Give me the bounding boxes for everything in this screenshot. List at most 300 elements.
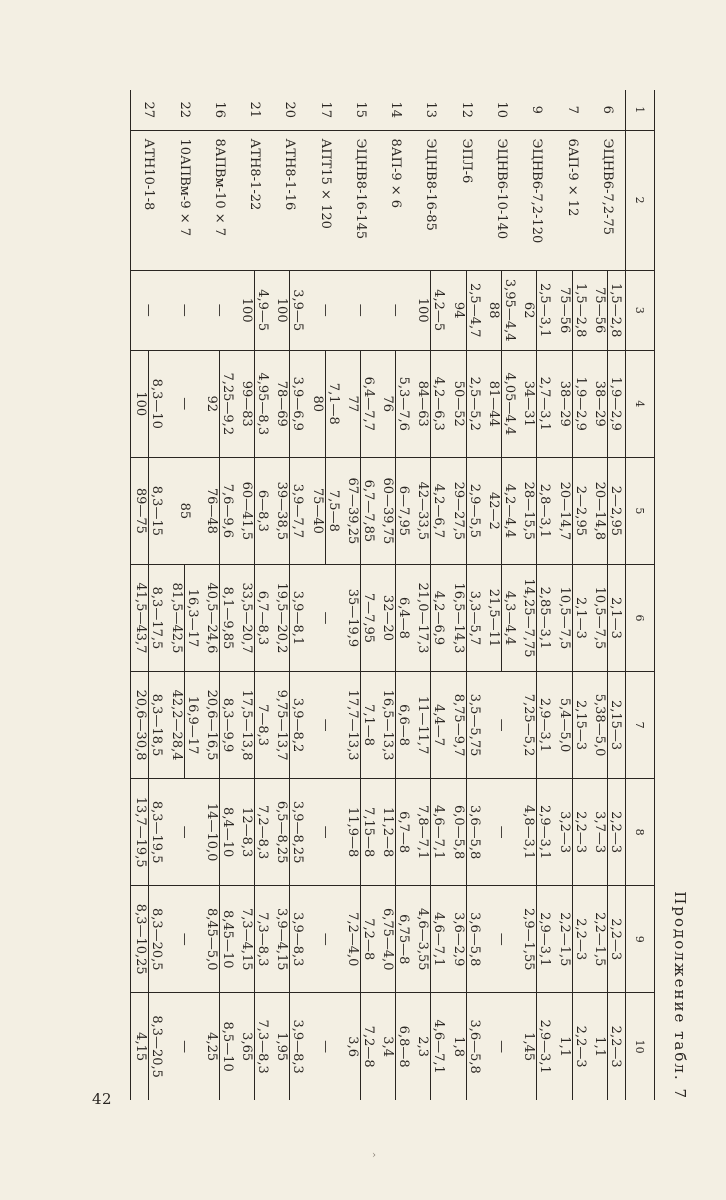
value-cell bbox=[590, 993, 626, 1100]
value-bottom: 62 bbox=[521, 301, 537, 319]
pump-mark: АТН8-1-22 bbox=[237, 130, 272, 270]
value-bottom: 3,6—2,9 bbox=[450, 912, 466, 967]
value-top: — bbox=[141, 303, 157, 317]
value-top: — bbox=[176, 932, 192, 946]
value-top: — bbox=[317, 825, 333, 839]
value-cell bbox=[413, 564, 448, 671]
value-top: 85 bbox=[176, 502, 192, 520]
value-top: 3,5—5,75 bbox=[466, 672, 482, 778]
value-bottom: 77 bbox=[344, 395, 360, 413]
value-top: 8,3—20,5 bbox=[148, 886, 164, 992]
value-top: 4,2—6,7 bbox=[430, 458, 446, 564]
table-caption: Продолжение табл. 7 bbox=[671, 891, 689, 1100]
table-body bbox=[131, 90, 626, 1100]
value-cell bbox=[202, 457, 237, 564]
value-bottom: 4,6—3,55 bbox=[415, 907, 431, 971]
value-top: 8,3—18,5 bbox=[148, 672, 164, 778]
value-top: — bbox=[388, 303, 404, 317]
value-bottom: 60—41,5 bbox=[239, 481, 255, 541]
value-cell bbox=[519, 270, 554, 350]
value-top: 6—7,95 bbox=[395, 458, 411, 564]
value-top: — bbox=[317, 611, 333, 625]
value-bottom: 9,75—13,7 bbox=[274, 689, 290, 761]
value-top: 2,9—3,1 bbox=[536, 779, 552, 885]
value-bottom: 7,8—7,1 bbox=[415, 804, 431, 860]
value-cell bbox=[484, 886, 519, 993]
value-cell bbox=[449, 350, 484, 457]
value-top: 7,1—8 bbox=[360, 672, 376, 778]
value-top: 3,9—8,3 bbox=[289, 886, 305, 992]
value-top: 8,3—17,5 bbox=[148, 565, 164, 671]
value-top: 2,2—3 bbox=[572, 779, 588, 885]
value-top: 4,3—4,4 bbox=[501, 565, 517, 671]
value-cell bbox=[308, 672, 343, 779]
value-top: 1,9—2,9 bbox=[607, 351, 623, 457]
value-cell bbox=[166, 270, 201, 350]
value-cell bbox=[343, 350, 378, 457]
value-top: — bbox=[317, 303, 333, 317]
value-bottom: 75—56 bbox=[591, 287, 607, 334]
value-cell bbox=[378, 886, 413, 993]
column-header: 4 bbox=[626, 350, 655, 457]
value-bottom: 76 bbox=[380, 395, 396, 413]
column-header: 2 bbox=[626, 130, 655, 270]
value-top: 1,5—2,8 bbox=[572, 271, 588, 350]
value-cell bbox=[484, 672, 519, 779]
value-top: 2,9—3,1 bbox=[536, 672, 552, 778]
pump-mark: АТН10-1-8 bbox=[131, 130, 167, 270]
value-bottom: 14—10,0 bbox=[203, 802, 219, 862]
value-cell bbox=[449, 564, 484, 671]
value-bottom: 2,2—1,5 bbox=[556, 912, 572, 967]
value-bottom: 2,9—1,55 bbox=[521, 907, 537, 971]
value-top: 7,5—8 bbox=[325, 458, 341, 564]
value-cell bbox=[237, 886, 272, 993]
column-header: 10 bbox=[626, 993, 655, 1100]
value-bottom: 67—39,25 bbox=[344, 477, 360, 545]
value-cell bbox=[131, 564, 167, 671]
value-cell bbox=[308, 993, 343, 1100]
value-cell bbox=[519, 779, 554, 886]
value-bottom: 39—38,5 bbox=[274, 481, 290, 541]
value-cell bbox=[590, 457, 626, 564]
value-cell bbox=[590, 672, 626, 779]
row-number: 12 bbox=[458, 101, 474, 119]
value-top: 3,9—8,1 bbox=[289, 565, 305, 671]
value-cell bbox=[166, 779, 201, 886]
value-cell bbox=[308, 886, 343, 993]
value-bottom: 100 bbox=[239, 297, 255, 323]
value-top: 3,6—5,8 bbox=[466, 993, 482, 1100]
value-bottom: 38—29 bbox=[556, 380, 572, 427]
value-cell bbox=[272, 564, 307, 671]
value-bottom: 8,75—9,7 bbox=[450, 693, 466, 757]
value-bottom: 7,3—4,15 bbox=[239, 907, 255, 971]
value-top: 2,2—3 bbox=[572, 993, 588, 1100]
value-bottom: 76—48 bbox=[203, 487, 219, 534]
value-cell bbox=[272, 457, 307, 564]
value-cell bbox=[131, 270, 167, 350]
value-bottom: 1,8 bbox=[450, 1036, 466, 1057]
header-row bbox=[626, 90, 655, 1100]
value-top: 16,3—17 bbox=[184, 565, 200, 671]
value-top: 4,2—5 bbox=[430, 271, 446, 350]
value-cell bbox=[237, 270, 272, 350]
value-cell bbox=[272, 270, 307, 350]
value-top: 2,2—3 bbox=[607, 886, 623, 992]
value-top: 2—2,95 bbox=[572, 458, 588, 564]
value-bottom: 11—11,7 bbox=[415, 695, 431, 755]
value-top: 2,7—3,1 bbox=[536, 351, 552, 457]
value-cell bbox=[554, 672, 589, 779]
value-cell bbox=[166, 672, 201, 779]
value-bottom: 2,3 bbox=[415, 1036, 431, 1057]
value-top: 3,9—6,9 bbox=[289, 351, 305, 457]
value-top: 2,2—3 bbox=[607, 993, 623, 1100]
value-bottom: 28—15,5 bbox=[521, 481, 537, 541]
value-bottom: 100 bbox=[415, 297, 431, 323]
column-header: 6 bbox=[626, 564, 655, 671]
value-top: 4,6—7,1 bbox=[430, 886, 446, 992]
value-cell bbox=[378, 779, 413, 886]
column-header: 3 bbox=[626, 270, 655, 350]
value-top: 8,3—9,9 bbox=[219, 672, 235, 778]
value-cell bbox=[484, 270, 519, 350]
value-cell bbox=[166, 350, 201, 457]
value-bottom: 8,45—5,0 bbox=[203, 907, 219, 971]
value-bottom: 7,2—4,0 bbox=[344, 912, 360, 967]
table-row bbox=[590, 90, 626, 1100]
table-row bbox=[272, 90, 307, 1100]
value-bottom: 60—39,75 bbox=[380, 477, 396, 545]
pump-mark: ЭЦНВ6-7,2-120 bbox=[519, 130, 554, 270]
value-top: 5,3—7,6 bbox=[395, 351, 411, 457]
value-cell bbox=[343, 564, 378, 671]
value-cell bbox=[484, 457, 519, 564]
value-bottom: 88 bbox=[486, 301, 501, 319]
row-number: 14 bbox=[388, 101, 404, 119]
value-bottom: 99—83 bbox=[239, 380, 255, 427]
pump-mark: АПТ15 × 120 bbox=[308, 130, 343, 270]
value-top: 6,7—7,85 bbox=[360, 458, 376, 564]
value-top: 8,1—9,85 bbox=[219, 565, 235, 671]
value-top: 2,9—3,1 bbox=[536, 886, 552, 992]
value-cell bbox=[308, 457, 343, 564]
print-mark: › bbox=[372, 1150, 376, 1161]
value-bottom: 3,6 bbox=[344, 1036, 360, 1057]
value-cell bbox=[554, 564, 589, 671]
value-cell bbox=[554, 886, 589, 993]
value-top: 8,3—15 bbox=[148, 458, 164, 564]
table-row bbox=[413, 90, 448, 1100]
value-cell bbox=[131, 350, 167, 457]
rotated-table-block bbox=[130, 90, 689, 1100]
value-cell bbox=[413, 457, 448, 564]
value-top: 3,6—5,8 bbox=[466, 886, 482, 992]
value-cell bbox=[590, 350, 626, 457]
value-cell bbox=[343, 270, 378, 350]
value-bottom: 21,0—17,3 bbox=[415, 582, 431, 654]
value-cell bbox=[272, 993, 307, 1100]
column-header: 5 bbox=[626, 457, 655, 564]
value-cell bbox=[237, 457, 272, 564]
pump-mark: ЭЦНВ6-7,2-75 bbox=[590, 130, 626, 270]
value-top: 7,25—9,2 bbox=[219, 351, 235, 457]
value-bottom: 11,9—8 bbox=[344, 807, 360, 858]
value-cell bbox=[519, 672, 554, 779]
value-bottom: 19,5—20,2 bbox=[274, 582, 290, 654]
value-bottom: 20—14,8 bbox=[591, 481, 607, 541]
value-cell bbox=[202, 779, 237, 886]
value-cell bbox=[519, 564, 554, 671]
value-bottom: 10,5—7,5 bbox=[556, 586, 572, 650]
value-bottom: 8,3—10,25 bbox=[133, 903, 149, 975]
value-top: 1,9—2,9 bbox=[572, 351, 588, 457]
value-bottom: 17,5—13,8 bbox=[239, 689, 255, 761]
value-top: 2,9—3,1 bbox=[536, 993, 552, 1100]
value-cell bbox=[449, 993, 484, 1100]
value-cell bbox=[378, 672, 413, 779]
value-top: 6,4—8 bbox=[395, 565, 411, 671]
value-bottom: 3,2—3 bbox=[556, 811, 572, 854]
value-bottom: 42—2 bbox=[486, 491, 501, 530]
value-top: — bbox=[317, 932, 333, 946]
value-cell bbox=[237, 564, 272, 671]
value-bottom: 34—31 bbox=[521, 380, 537, 427]
value-bottom: 89—75 bbox=[133, 487, 149, 534]
value-cell bbox=[166, 457, 201, 564]
value-cell bbox=[590, 270, 626, 350]
value-top: 7,15—8 bbox=[360, 779, 376, 885]
table-row bbox=[166, 90, 201, 1100]
value-top: 7—7,95 bbox=[360, 565, 376, 671]
column-header: 7 bbox=[626, 672, 655, 779]
row-number: 9 bbox=[529, 105, 545, 114]
value-top: — bbox=[494, 825, 509, 839]
value-bottom: 100 bbox=[133, 391, 149, 417]
value-top: 6,6—8 bbox=[395, 672, 411, 778]
value-bottom: 7,25—5,2 bbox=[521, 693, 537, 757]
value-bottom: 1,45 bbox=[521, 1032, 537, 1062]
value-cell bbox=[413, 270, 448, 350]
table-row bbox=[519, 90, 554, 1100]
value-cell bbox=[237, 672, 272, 779]
value-cell bbox=[590, 564, 626, 671]
value-cell bbox=[166, 993, 201, 1100]
value-bottom: 33,5—20,7 bbox=[239, 582, 255, 654]
value-bottom: 3,4 bbox=[380, 1036, 396, 1057]
value-cell bbox=[166, 886, 201, 993]
value-cell bbox=[343, 672, 378, 779]
value-cell bbox=[166, 564, 201, 671]
value-bottom: 80 bbox=[309, 395, 325, 413]
value-top: 6,7—8 bbox=[395, 779, 411, 885]
value-bottom: 2,2—1,5 bbox=[591, 912, 607, 967]
value-bottom: 1,1 bbox=[591, 1036, 607, 1057]
value-bottom: 4,25 bbox=[203, 1032, 219, 1062]
value-top: 8,45—10 bbox=[219, 886, 235, 992]
value-bottom: 16,5—14,3 bbox=[450, 582, 466, 654]
value-bottom: 35—19,9 bbox=[344, 588, 360, 648]
value-cell bbox=[413, 886, 448, 993]
value-top: 8,3—19,5 bbox=[148, 779, 164, 885]
value-bottom: 14,25—7,75 bbox=[521, 578, 537, 658]
value-cell bbox=[272, 350, 307, 457]
pump-mark: 10АПВм-9 × 7 bbox=[166, 130, 201, 270]
pump-mark: ЭПЛ-6 bbox=[449, 130, 484, 270]
value-top: 6,8—8 bbox=[395, 993, 411, 1100]
value-cell bbox=[449, 779, 484, 886]
value-cell bbox=[202, 672, 237, 779]
value-bottom: 6,5—8,25 bbox=[274, 800, 290, 864]
value-top: 16,9—17 bbox=[184, 672, 200, 778]
value-cell bbox=[413, 672, 448, 779]
value-top: 4,4—7 bbox=[430, 672, 446, 778]
value-top: 2,2—3 bbox=[607, 779, 623, 885]
value-cell bbox=[131, 779, 167, 886]
column-header: 8 bbox=[626, 779, 655, 886]
value-top: 4,2—6,3 bbox=[430, 351, 446, 457]
value-top: 3,95—4,4 bbox=[501, 271, 517, 350]
table-row bbox=[484, 90, 519, 1100]
row-number: 27 bbox=[131, 90, 167, 130]
value-top: 3,6—5,8 bbox=[466, 779, 482, 885]
value-bottom: 10,5—7,5 bbox=[591, 586, 607, 650]
value-top: 3,9—5 bbox=[289, 271, 305, 350]
value-bottom: 3,7—3 bbox=[591, 811, 607, 854]
value-bottom: 32—20 bbox=[380, 594, 396, 642]
value-top: 7,1—8 bbox=[325, 351, 341, 457]
value-top: 2,5—4,7 bbox=[466, 271, 482, 350]
value-top: 2,15—3 bbox=[607, 672, 623, 778]
table-row bbox=[554, 90, 589, 1100]
value-top: 6,75—8 bbox=[395, 886, 411, 992]
pump-mark: 8АП-9 × 6 bbox=[378, 130, 413, 270]
value-bottom: 5,38—5,0 bbox=[591, 693, 607, 757]
page-number: 42 bbox=[92, 1090, 113, 1108]
table-row bbox=[237, 90, 272, 1100]
value-cell bbox=[378, 564, 413, 671]
value-top: 7,2—8 bbox=[360, 993, 376, 1100]
value-cell bbox=[519, 457, 554, 564]
value-cell bbox=[202, 350, 237, 457]
value-top: 6—8,3 bbox=[254, 458, 270, 564]
pump-mark: ЭЦНВ6-10-140 bbox=[484, 130, 519, 270]
value-bottom: 78—69 bbox=[274, 380, 290, 427]
value-top: 4,2—6,9 bbox=[430, 565, 446, 671]
row-number: 20 bbox=[282, 101, 298, 119]
value-top: 6,4—7,7 bbox=[360, 351, 376, 457]
value-cell bbox=[272, 672, 307, 779]
value-bottom: 40,5—24,6 bbox=[203, 582, 219, 654]
value-top: — bbox=[317, 718, 333, 732]
value-top: 2,2—3 bbox=[572, 886, 588, 992]
value-cell bbox=[202, 564, 237, 671]
value-cell bbox=[413, 350, 448, 457]
value-bottom: 81,5—42,5 bbox=[168, 582, 184, 654]
value-bottom: 100 bbox=[274, 297, 290, 323]
row-number: 13 bbox=[423, 101, 439, 119]
value-top: 2,5—3,1 bbox=[536, 271, 552, 350]
value-cell bbox=[131, 457, 167, 564]
value-bottom: 6,75—4,0 bbox=[380, 907, 396, 971]
value-cell bbox=[202, 886, 237, 993]
value-bottom: 21,5—11 bbox=[486, 588, 501, 648]
value-cell bbox=[554, 457, 589, 564]
value-cell bbox=[237, 993, 272, 1100]
pump-mark: АТН8-1-16 bbox=[272, 130, 307, 270]
value-bottom: 12—8,3 bbox=[239, 807, 255, 858]
value-top: 2—2,95 bbox=[607, 458, 623, 564]
value-bottom: 5,4—5,0 bbox=[556, 697, 572, 753]
value-bottom: 75—40 bbox=[309, 487, 325, 534]
value-cell bbox=[272, 886, 307, 993]
value-bottom: 17,7—13,3 bbox=[344, 689, 360, 761]
table-row bbox=[343, 90, 378, 1100]
column-header: 9 bbox=[626, 886, 655, 993]
value-cell bbox=[131, 886, 167, 993]
value-cell bbox=[308, 779, 343, 886]
table-row bbox=[202, 90, 237, 1100]
row-number: 10 bbox=[494, 101, 509, 119]
row-number: 7 bbox=[564, 105, 580, 114]
pump-mark: 8АПВм-10 × 7 bbox=[202, 130, 237, 270]
value-bottom: 3,65 bbox=[239, 1032, 255, 1062]
pump-mark: ЭЦНВ8-16-145 bbox=[343, 130, 378, 270]
value-cell bbox=[554, 350, 589, 457]
value-top: 2,9—5,5 bbox=[466, 458, 482, 564]
value-top: 3,9—8,2 bbox=[289, 672, 305, 778]
value-bottom: 3,9—4,15 bbox=[274, 907, 290, 971]
value-top: 7,2—8 bbox=[360, 886, 376, 992]
value-top: 2,1—3 bbox=[572, 565, 588, 671]
value-top: 2,8—3,1 bbox=[536, 458, 552, 564]
value-top: — bbox=[352, 303, 368, 317]
value-top: — bbox=[211, 303, 227, 317]
value-bottom: 4,8—3,1 bbox=[521, 804, 537, 860]
value-top: — bbox=[317, 1040, 333, 1054]
value-cell bbox=[343, 886, 378, 993]
value-top: 3,9—8,25 bbox=[289, 779, 305, 885]
value-cell bbox=[554, 993, 589, 1100]
value-cell bbox=[484, 350, 519, 457]
value-cell bbox=[449, 457, 484, 564]
value-cell bbox=[554, 270, 589, 350]
value-bottom: 13,7—19,5 bbox=[133, 796, 149, 868]
value-bottom: 84—63 bbox=[415, 380, 431, 427]
value-top: — bbox=[494, 1040, 509, 1054]
value-top: 2,1—3 bbox=[607, 565, 623, 671]
value-cell bbox=[484, 779, 519, 886]
value-cell bbox=[378, 993, 413, 1100]
value-cell bbox=[519, 886, 554, 993]
value-top: 7,2—8,3 bbox=[254, 779, 270, 885]
value-cell bbox=[308, 350, 343, 457]
value-cell bbox=[449, 672, 484, 779]
value-cell bbox=[519, 350, 554, 457]
value-cell bbox=[449, 886, 484, 993]
value-bottom: 11,2—8 bbox=[380, 807, 396, 858]
value-top: 4,2—4,4 bbox=[501, 458, 517, 564]
value-bottom: 94 bbox=[450, 301, 466, 319]
value-top: — bbox=[494, 718, 509, 732]
value-cell bbox=[131, 993, 167, 1100]
value-bottom: 38—29 bbox=[591, 380, 607, 427]
value-top: — bbox=[176, 1040, 192, 1054]
row-number: 15 bbox=[352, 101, 368, 119]
table-row bbox=[449, 90, 484, 1100]
value-top: — bbox=[176, 303, 192, 317]
